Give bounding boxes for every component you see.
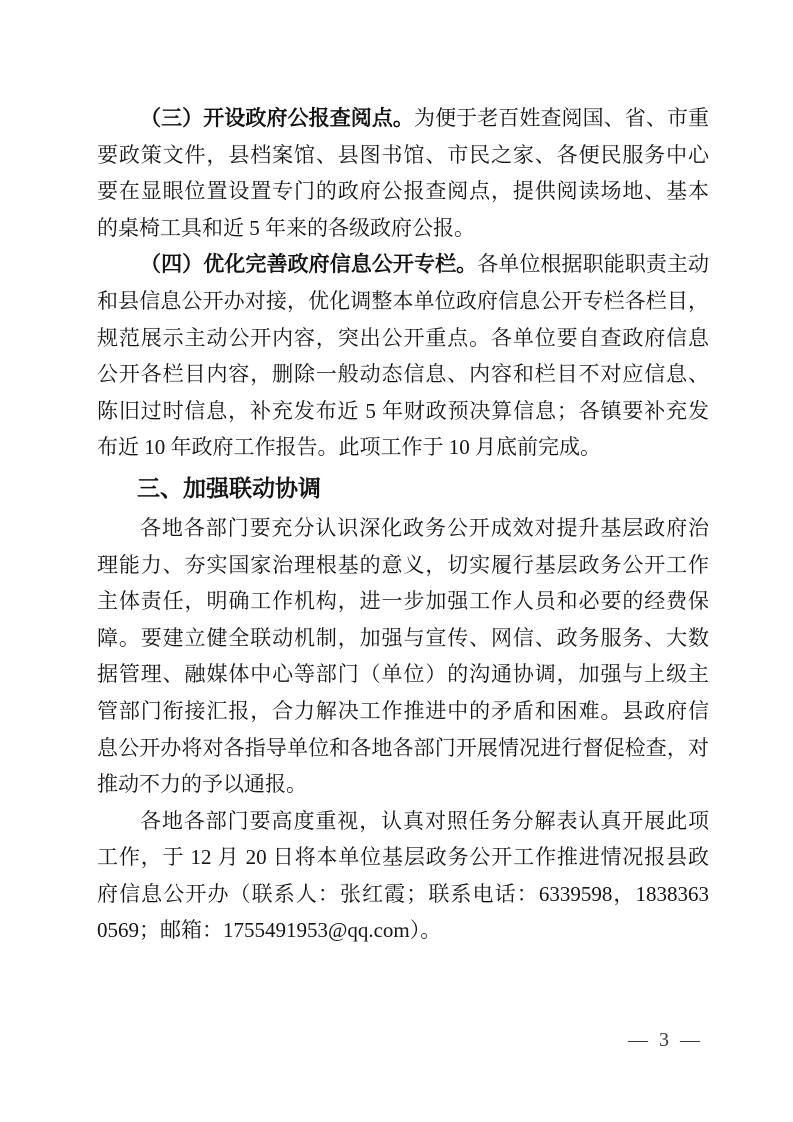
paragraph-lead: （三）开设政府公报查阅点。 <box>140 106 414 130</box>
paragraph-line: 主体责任，明确工作机构，进一步加强工作人员和必要的经费保 <box>97 589 709 614</box>
paragraph-text: 为便于老百姓查阅国、省、市重 <box>414 106 709 130</box>
paragraph-line: 各地各部门要充分认识深化政务公开成效对提升基层政府治 <box>140 515 709 540</box>
paragraph-line: 工作，于 12 月 20 日将本单位基层政务公开工作推进情况报县政 <box>97 845 709 870</box>
paragraph-line: 布近 10 年政府工作报告。此项工作于 10 月底前完成。 <box>97 435 601 460</box>
paragraph-line: 要在显眼位置设置专门的政府公报查阅点，提供阅读场地、基本 <box>97 179 709 204</box>
paragraph-text: 各单位根据职能职责主动 <box>477 252 710 277</box>
paragraph-line: 府信息公开办（联系人：张红霞；联系电话：6339598，1838363 <box>97 881 709 906</box>
paragraph-line: 陈旧过时信息，补充发布近 5 年财政预决算信息；各镇要补充发 <box>97 398 709 423</box>
paragraph-line: 公开各栏目内容，删除一般动态信息、内容和栏目不对应信息、 <box>97 362 709 387</box>
document-body <box>97 100 709 949</box>
paragraph-line: 要政策文件，县档案馆、县图书馆、市民之家、各便民服务中心 <box>97 142 709 167</box>
paragraph-line: 规范展示主动公开内容，突出公开重点。各单位要自查政府信息 <box>97 325 709 350</box>
paragraph-line: 各地各部门要高度重视，认真对照任务分解表认真开展此项 <box>140 808 709 833</box>
paragraph-line: 理能力、夯实国家治理根基的意义，切实履行基层政务公开工作 <box>97 552 709 577</box>
paragraph-section-five <box>97 510 709 803</box>
paragraph-section-four <box>97 246 709 466</box>
paragraph-section-three <box>97 100 709 246</box>
paragraph-line <box>97 246 709 283</box>
paragraph-line: 据管理、融媒体中心等部门（单位）的沟通协调，加强与上级主 <box>97 662 709 687</box>
paragraph-line: 障。要建立健全联动机制，加强与宣传、网信、政务服务、大数 <box>97 625 709 650</box>
paragraph-line: 0569；邮箱：1755491953@qq.com）。 <box>97 918 442 943</box>
paragraph-line: 的桌椅工具和近 5 年来的各级政府公报。 <box>97 215 475 240</box>
paragraph-line: 推动不力的予以通报。 <box>97 772 307 797</box>
page-number: — 3 — <box>628 1029 703 1051</box>
paragraph-line: 和县信息公开办对接，优化调整本单位政府信息公开专栏各栏目， <box>97 288 709 313</box>
paragraph-line <box>97 100 709 137</box>
paragraph-line: 管部门衔接汇报，合力解决工作推进中的矛盾和困难。县政府信 <box>97 698 709 723</box>
paragraph-section-six <box>97 803 709 949</box>
paragraph-lead: （四）优化完善政府信息公开专栏。 <box>140 252 478 277</box>
paragraph-line: 息公开办将对各指导单位和各地各部门开展情况进行督促检查，对 <box>97 735 709 760</box>
section-heading: 三、加强联动协调 <box>137 474 321 501</box>
